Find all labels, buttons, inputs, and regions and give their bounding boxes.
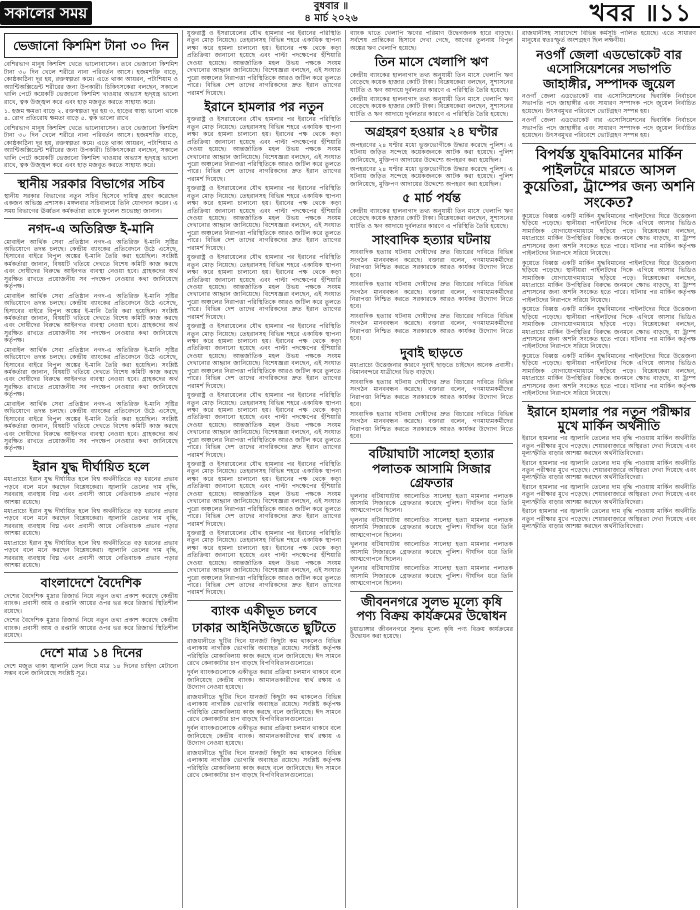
headline: জীবননগরে সুলভ মূল্যে কৃষি পণ্য বিক্রয় কার্যক্রমের উদ্বোধন xyxy=(356,593,507,624)
section-title: খবর ॥১১ xyxy=(589,0,692,27)
article-body: সাংবাদিক হত্যার ঘটনায় দোষীদের দ্রুত বিচারের দাবিতে বিভিন্ন সংগঠন মানববন্ধন করেছে। বক্তারা বলেন, গণমাধ্যমকর্মীদের নিরাপত্তা নিশ্চিত করতে সরকারকে আরও কার্যকর উদ্যোগ নিতে হবে। xyxy=(350,249,513,279)
article-body: স্থানীয় সরকার বিভাগের নতুন সচিব হিসেবে দায়িত্ব গ্রহণ করেছেন একজন অভিজ্ঞ প্রশাসক। মঙ্গলবার সচিবালয়ে তিনি যোগদান করেন। এ সময় বিভাগের ঊর্ধ্বতন কর্মকর্তারা তাকে ফুলেল শুভেচ্ছা জানান। xyxy=(4,192,178,215)
article-body: কেন্দ্রীয় ব্যাংকের হালনাগাদ তথ্য অনুযায়ী তিন মাসে খেলাপি ঋণ বেড়েছে কয়েক হাজার কোটি টাকা। বিশ্লেষকেরা বলছেন, সুশাসনের ঘাটতি ও ঋণ আদায়ে দুর্বলতার কারণে এ পরিস্থিতি তৈরি হয়েছে। xyxy=(350,96,513,118)
article-body: বেশিরভাগ মানুষ কিশমিশ খেতে ভালোবাসেন। তবে ভেজানো কিশমিশ টানা ৩০ দিন খেলে শরীরে নানা পরিবর্তন আসে। হজমশক্তি বাড়ে, কোষ্ঠকাঠিন্য দূর হয়, রক্তস্বল্পতা কমে। এতে থাকা আয়রন, পটাশিয়াম ও অ্যান্টিঅক্সিডেন্ট শরীরের জন্য উপকারী। চিকিৎসকেরা বলছেন, সকালে খালি পেটে কয়েকটি ভেজানো কিশমিশ খাওয়ার অভ্যাস হৃদ্‌যন্ত্র ভালো রাখে, ত্বক উজ্জ্বল করে এবং হাড় মজবুত করতে সাহায্য করে। xyxy=(4,124,178,170)
headline: নওগাঁ জেলা এডভোকেট বার এসোসিয়েশনের সভাপতি জাহাঙ্গীর, সম্পাদক জুয়েল xyxy=(536,46,682,91)
article-body: খুলনার বটিয়াঘাটায় আলোচিত সালেহা হত্যা মামলার পলাতক আসামি সিজারকে গ্রেফতার করেছে পুলিশ। দীর্ঘদিন ধরে তিনি আত্মগোপনে ছিলেন। xyxy=(350,565,513,588)
article-body: চুয়াডাঙ্গার জীবননগরে সুলভ মূল্যে কৃষি পণ্য বিক্রয় কার্যক্রমের উদ্বোধন করা হয়েছে। xyxy=(350,625,513,640)
masthead-logo: সকালের সময় xyxy=(0,1,92,25)
article-body: মধ্যপ্রাচ্যে উত্তেজনার কারণে দুবাই ছাড়তে চাইছেন অনেক প্রবাসী। বিমানবন্দরে যাত্রীদের ভিড় বাড়ছে। xyxy=(350,362,513,377)
headline: ইরানে হামলার পর নতুন পরীক্ষার মুখে মার্কিন অর্থনীতি xyxy=(527,403,691,433)
article-body: রাজধানীতে ছুটির দিনে যানজট কিছুটা কম থাকলেও বিভিন্ন এলাকায় নাগরিক ভোগান্তি অব্যাহত রয়েছে। সংশ্লিষ্ট কর্তৃপক্ষ পরিস্থিতি মোকাবিলায় কাজ করছে বলে জানিয়েছে। ঈদ সামনে রেখে কেনাকাটার চাপ বাড়ছে বিপণিবিতানগুলোতে। xyxy=(187,749,341,780)
headline: দেশে মাত্র ১৪ দিনের xyxy=(39,645,143,661)
headline: ইরান যুদ্ধ দীর্ঘায়িত হলে xyxy=(32,458,150,474)
column-1 xyxy=(4,30,178,908)
article-body: ইরানে হামলার পর জ্বালানি তেলের দাম বৃদ্ধি পাওয়ায় মার্কিন অর্থনীতি নতুন পরীক্ষার মুখে পড়েছে। শেয়ারবাজারে অস্থিরতা দেখা দিয়েছে এবং মূল্যস্ফীতি বাড়ার আশঙ্কা করছেন অর্থনীতিবিদেরা। xyxy=(522,435,696,458)
article-body: রাজধানীসহ সারাদেশে বিভিন্ন কর্মসূচি পালিত হয়েছে। এতে সাধারণ মানুষের স্বতঃস্ফূর্ত অংশগ্রহণ ছিল লক্ষণীয়। xyxy=(522,30,696,45)
article-body: অপহরণের ২৪ ঘণ্টার মধ্যে ভুক্তভোগীকে উদ্ধার করেছে পুলিশ। এ ঘটনায় জড়িত সন্দেহে কয়েকজনকে আটক করা হয়েছে। পুলিশ জানিয়েছে, মুক্তিপণ আদায়ের উদ্দেশ্যে অপহরণ করা হয়েছিল। xyxy=(350,141,513,164)
headline: বিপর্যস্ত যুদ্ধবিমানের মার্কিন পাইলটরে মারতে আসল কুয়েতিরা, ট্রাম্পের জন্য অশনি সংকেত? xyxy=(523,146,695,211)
headline: ৫ মার্চ পর্যন্ত xyxy=(402,190,461,206)
article-body: ব্যাংক খাতে খেলাপি ঋণের পরিমাণ উদ্বেগজনক হারে বাড়ছে। সর্বশেষ প্রান্তিকের হিসাবে দেখা গেছে, আগের তুলনায় বিপুল অঙ্কের ঋণ খেলাপি হয়েছে। xyxy=(350,30,513,52)
article-body: কুয়েতে বিধ্বস্ত একটি মার্কিন যুদ্ধবিমানের পাইলটদের ঘিরে উত্তেজনা ছড়িয়ে পড়েছে। স্থানীয়রা পাইলটদের দিকে এগিয়ে আসার ভিডিও সামাজিক যোগাযোগমাধ্যমে ছড়িয়ে পড়ে। বিশ্লেষকেরা বলছেন, মধ্যপ্রাচ্যে মার্কিন উপস্থিতির বিরুদ্ধে জনমনে ক্ষোভ বাড়ছে, যা ট্রাম্প প্রশাসনের জন্য অশনি সংকেত হতে পারে। ঘটনার পর মার্কিন কর্তৃপক্ষ পাইলটদের নিরাপদে সরিয়ে নিয়েছে। xyxy=(522,259,696,304)
column-divider xyxy=(182,30,183,908)
headline: দুবাই ছাড়তে xyxy=(400,344,463,360)
article-body: কুয়েতে বিধ্বস্ত একটি মার্কিন যুদ্ধবিমানের পাইলটদের ঘিরে উত্তেজনা ছড়িয়ে পড়েছে। স্থানীয়রা পাইলটদের দিকে এগিয়ে আসার ভিডিও সামাজিক যোগাযোগমাধ্যমে ছড়িয়ে পড়ে। বিশ্লেষকেরা বলছেন, মধ্যপ্রাচ্যে মার্কিন উপস্থিতির বিরুদ্ধে জনমনে ক্ষোভ বাড়ছে, যা ট্রাম্প প্রশাসনের জন্য অশনি সংকেত হতে পারে। ঘটনার পর মার্কিন কর্তৃপক্ষ পাইলটদের নিরাপদে সরিয়ে নিয়েছে। xyxy=(522,306,696,351)
column-3 xyxy=(350,30,513,908)
page-header xyxy=(0,0,700,28)
dateline-date: ৪ মার্চ ২০২৬ xyxy=(304,13,358,24)
article-body: যুক্তরাষ্ট্র ও ইসরায়েলের যৌথ হামলার পর ইরানের পরিস্থিতি নতুন মোড় নিয়েছে। তেহরানসহ বিভিন্ন শহরে একাধিক স্থাপনা লক্ষ্য করে হামলা চালানো হয়। ইরানের পক্ষ থেকে কড়া প্রতিক্রিয়া জানানো হয়েছে এবং পাল্টা পদক্ষেপের হুঁশিয়ারি দেওয়া হয়েছে। আন্তর্জাতিক মহল উভয় পক্ষকে সংযম দেখানোর আহ্বান জানিয়েছে। বিশেষজ্ঞরা বলছেন, এই সংঘাত পুরো অঞ্চলের নিরাপত্তা পরিস্থিতিকে আরও জটিল করে তুলতে পারে। বিভিন্ন দেশ তাদের নাগরিকদের দ্রুত ইরান ত্যাগের পরামর্শ দিয়েছে। xyxy=(187,116,341,183)
column-divider xyxy=(517,30,518,908)
dateline-day: বুধবার ॥ xyxy=(313,1,349,12)
headline: তিন মাসে খেলাপি ঋণ xyxy=(374,54,489,70)
column-2 xyxy=(187,30,341,908)
article-body: যুক্তরাষ্ট্র ও ইসরায়েলের যৌথ হামলার পর ইরানের পরিস্থিতি নতুন মোড় নিয়েছে। তেহরানসহ বিভিন্ন শহরে একাধিক স্থাপনা লক্ষ্য করে হামলা চালানো হয়। ইরানের পক্ষ থেকে কড়া প্রতিক্রিয়া জানানো হয়েছে এবং পাল্টা পদক্ষেপের হুঁশিয়ারি দেওয়া হয়েছে। আন্তর্জাতিক মহল উভয় পক্ষকে সংযম দেখানোর আহ্বান জানিয়েছে। বিশেষজ্ঞরা বলছেন, এই সংঘাত পুরো অঞ্চলের নিরাপত্তা পরিস্থিতিকে আরও জটিল করে তুলতে পারে। বিভিন্ন দেশ তাদের নাগরিকদের দ্রুত ইরান ত্যাগের পরামর্শ দিয়েছে। xyxy=(187,185,341,252)
article-body: মোবাইল আর্থিক সেবা প্রতিষ্ঠান নগদ-এ অতিরিক্ত ই-মানি সৃষ্টির অভিযোগে তদন্ত চলছে। কেন্দ্রীয় ব্যাংকের প্রতিবেদনে উঠে এসেছে, হিসাবের বাইরে বিপুল অঙ্কের ই-মানি তৈরি করা হয়েছিল। সংশ্লিষ্ট কর্মকর্তারা জানান, বিষয়টি খতিয়ে দেখতে বিশেষ কমিটি কাজ করছে এবং দোষীদের বিরুদ্ধে আইনগত ব্যবস্থা নেওয়া হবে। গ্রাহকদের অর্থ সুরক্ষিত রাখতে প্রয়োজনীয় সব পদক্ষেপ নেওয়ার কথা জানিয়েছে কর্তৃপক্ষ। xyxy=(4,400,178,453)
article-body: দেশের বৈদেশিক মুদ্রার রিজার্ভ নিয়ে নতুন তথ্য প্রকাশ করেছে কেন্দ্রীয় ব্যাংক। প্রবাসী আয় ও রপ্তানি আয়ের ওপর ভর করে রিজার্ভ স্থিতিশীল রয়েছে। xyxy=(4,617,178,639)
article-body: খুলনার বটিয়াঘাটায় আলোচিত সালেহা হত্যা মামলার পলাতক আসামি সিজারকে গ্রেফতার করেছে পুলিশ। দীর্ঘদিন ধরে তিনি আত্মগোপনে ছিলেন। xyxy=(350,516,513,539)
article-body: নওগাঁ জেলা এডভোকেট বার এসোসিয়েশনের দ্বিবার্ষিক নির্বাচনে সভাপতি পদে জাহাঙ্গীর এবং সাধারণ সম্পাদক পদে জুয়েল নির্বাচিত হয়েছেন। উৎসবমুখর পরিবেশে ভোটগ্রহণ সম্পন্ন হয়। xyxy=(522,93,696,115)
headline: ব্যাংক একীভূত চলবে xyxy=(211,602,317,618)
article-body: যুক্তরাষ্ট্র ও ইসরায়েলের যৌথ হামলার পর ইরানের পরিস্থিতি নতুন মোড় নিয়েছে। তেহরানসহ বিভিন্ন শহরে একাধিক স্থাপনা লক্ষ্য করে হামলা চালানো হয়। ইরানের পক্ষ থেকে কড়া প্রতিক্রিয়া জানানো হয়েছে এবং পাল্টা পদক্ষেপের হুঁশিয়ারি দেওয়া হয়েছে। আন্তর্জাতিক মহল উভয় পক্ষকে সংযম দেখানোর আহ্বান জানিয়েছে। বিশেষজ্ঞরা বলছেন, এই সংঘাত পুরো অঞ্চলের নিরাপত্তা পরিস্থিতিকে আরও জটিল করে তুলতে পারে। বিভিন্ন দেশ তাদের নাগরিকদের দ্রুত ইরান ত্যাগের পরামর্শ দিয়েছে। xyxy=(187,461,341,528)
article-body: যুক্তরাষ্ট্র ও ইসরায়েলের যৌথ হামলার পর ইরানের পরিস্থিতি নতুন মোড় নিয়েছে। তেহরানসহ বিভিন্ন শহরে একাধিক স্থাপনা লক্ষ্য করে হামলা চালানো হয়। ইরানের পক্ষ থেকে কড়া প্রতিক্রিয়া জানানো হয়েছে এবং পাল্টা পদক্ষেপের হুঁশিয়ারি দেওয়া হয়েছে। আন্তর্জাতিক মহল উভয় পক্ষকে সংযম দেখানোর আহ্বান জানিয়েছে। বিশেষজ্ঞরা বলছেন, এই সংঘাত পুরো অঞ্চলের নিরাপত্তা পরিস্থিতিকে আরও জটিল করে তুলতে পারে। বিভিন্ন দেশ তাদের নাগরিকদের দ্রুত ইরান ত্যাগের পরামর্শ দিয়েছে। xyxy=(187,30,341,97)
article-body: মোবাইল আর্থিক সেবা প্রতিষ্ঠান নগদ-এ অতিরিক্ত ই-মানি সৃষ্টির অভিযোগে তদন্ত চলছে। কেন্দ্রীয় ব্যাংকের প্রতিবেদনে উঠে এসেছে, হিসাবের বাইরে বিপুল অঙ্কের ই-মানি তৈরি করা হয়েছিল। সংশ্লিষ্ট কর্মকর্তারা জানান, বিষয়টি খতিয়ে দেখতে বিশেষ কমিটি কাজ করছে এবং দোষীদের বিরুদ্ধে আইনগত ব্যবস্থা নেওয়া হবে। গ্রাহকদের অর্থ সুরক্ষিত রাখতে প্রয়োজনীয় সব পদক্ষেপ নেওয়ার কথা জানিয়েছে কর্তৃপক্ষ। xyxy=(4,238,178,291)
article-body: রাজধানীতে ছুটির দিনে যানজট কিছুটা কম থাকলেও বিভিন্ন এলাকায় নাগরিক ভোগান্তি অব্যাহত রয়েছে। সংশ্লিষ্ট কর্তৃপক্ষ পরিস্থিতি মোকাবিলায় কাজ করছে বলে জানিয়েছে। ঈদ সামনে রেখে কেনাকাটার চাপ বাড়ছে বিপণিবিতানগুলোতে। xyxy=(187,637,341,667)
headline: ঢাকার আইনিউজেতে ছুটিতে xyxy=(192,620,336,636)
article-body: সাংবাদিক হত্যার ঘটনায় দোষীদের দ্রুত বিচারের দাবিতে বিভিন্ন সংগঠন মানববন্ধন করেছে। বক্তারা বলেন, গণমাধ্যমকর্মীদের নিরাপত্তা নিশ্চিত করতে সরকারকে আরও কার্যকর উদ্যোগ নিতে হবে। xyxy=(350,378,513,409)
article-body: মধ্যপ্রাচ্যে ইরান যুদ্ধ দীর্ঘায়িত হলে বিশ্ব অর্থনীতিতে বড় ধরনের প্রভাব পড়বে বলে মনে করছেন বিশ্লেষকেরা। জ্বালানি তেলের দাম বৃদ্ধি, সরবরাহ ব্যবস্থায় বিঘ্ন এবং প্রবাসী আয়ে নেতিবাচক প্রভাব পড়ার আশঙ্কা রয়েছে। xyxy=(4,507,178,538)
article-body: যুক্তরাষ্ট্র ও ইসরায়েলের যৌথ হামলার পর ইরানের পরিস্থিতি নতুন মোড় নিয়েছে। তেহরানসহ বিভিন্ন শহরে একাধিক স্থাপনা লক্ষ্য করে হামলা চালানো হয়। ইরানের পক্ষ থেকে কড়া প্রতিক্রিয়া জানানো হয়েছে এবং পাল্টা পদক্ষেপের হুঁশিয়ারি দেওয়া হয়েছে। আন্তর্জাতিক মহল উভয় পক্ষকে সংযম দেখানোর আহ্বান জানিয়েছে। বিশেষজ্ঞরা বলছেন, এই সংঘাত পুরো অঞ্চলের নিরাপত্তা পরিস্থিতিকে আরও জটিল করে তুলতে পারে। বিভিন্ন দেশ তাদের নাগরিকদের দ্রুত ইরান ত্যাগের পরামর্শ দিয়েছে। xyxy=(187,254,341,321)
headline: ভেজানো কিশমিশ টানা ৩০ দিন xyxy=(13,38,169,53)
article-body: মোবাইল আর্থিক সেবা প্রতিষ্ঠান নগদ-এ অতিরিক্ত ই-মানি সৃষ্টির অভিযোগে তদন্ত চলছে। কেন্দ্রীয় ব্যাংকের প্রতিবেদনে উঠে এসেছে, হিসাবের বাইরে বিপুল অঙ্কের ই-মানি তৈরি করা হয়েছিল। সংশ্লিষ্ট কর্মকর্তারা জানান, বিষয়টি খতিয়ে দেখতে বিশেষ কমিটি কাজ করছে এবং দোষীদের বিরুদ্ধে আইনগত ব্যবস্থা নেওয়া হবে। গ্রাহকদের অর্থ সুরক্ষিত রাখতে প্রয়োজনীয় সব পদক্ষেপ নেওয়ার কথা জানিয়েছে কর্তৃপক্ষ। xyxy=(4,346,178,399)
article-body: যুক্তরাষ্ট্র ও ইসরায়েলের যৌথ হামলার পর ইরানের পরিস্থিতি নতুন মোড় নিয়েছে। তেহরানসহ বিভিন্ন শহরে একাধিক স্থাপনা লক্ষ্য করে হামলা চালানো হয়। ইরানের পক্ষ থেকে কড়া প্রতিক্রিয়া জানানো হয়েছে এবং পাল্টা পদক্ষেপের হুঁশিয়ারি দেওয়া হয়েছে। আন্তর্জাতিক মহল উভয় পক্ষকে সংযম দেখানোর আহ্বান জানিয়েছে। বিশেষজ্ঞরা বলছেন, এই সংঘাত পুরো অঞ্চলের নিরাপত্তা পরিস্থিতিকে আরও জটিল করে তুলতে পারে। বিভিন্ন দেশ তাদের নাগরিকদের দ্রুত ইরান ত্যাগের পরামর্শ দিয়েছে। xyxy=(187,392,341,459)
article-body: মোবাইল আর্থিক সেবা প্রতিষ্ঠান নগদ-এ অতিরিক্ত ই-মানি সৃষ্টির অভিযোগে তদন্ত চলছে। কেন্দ্রীয় ব্যাংকের প্রতিবেদনে উঠে এসেছে, হিসাবের বাইরে বিপুল অঙ্কের ই-মানি তৈরি করা হয়েছিল। সংশ্লিষ্ট কর্মকর্তারা জানান, বিষয়টি খতিয়ে দেখতে বিশেষ কমিটি কাজ করছে এবং দোষীদের বিরুদ্ধে আইনগত ব্যবস্থা নেওয়া হবে। গ্রাহকদের অর্থ সুরক্ষিত রাখতে প্রয়োজনীয় সব পদক্ষেপ নেওয়ার কথা জানিয়েছে কর্তৃপক্ষ। xyxy=(4,292,178,345)
article-body: সাংবাদিক হত্যার ঘটনায় দোষীদের দ্রুত বিচারের দাবিতে বিভিন্ন সংগঠন মানববন্ধন করেছে। বক্তারা বলেন, গণমাধ্যমকর্মীদের নিরাপত্তা নিশ্চিত করতে সরকারকে আরও কার্যকর উদ্যোগ নিতে হবে। xyxy=(350,410,513,440)
article-body: দুর্বল ব্যাংকগুলোকে একীভূত করার প্রক্রিয়া চলমান থাকবে বলে জানিয়েছে কেন্দ্রীয় ব্যাংক। আমানতকারীদের স্বার্থ রক্ষায় এ উদ্যোগ নেওয়া হয়েছে। xyxy=(187,669,341,692)
article-body: মধ্যপ্রাচ্যে ইরান যুদ্ধ দীর্ঘায়িত হলে বিশ্ব অর্থনীতিতে বড় ধরনের প্রভাব পড়বে বলে মনে করছেন বিশ্লেষকেরা। জ্বালানি তেলের দাম বৃদ্ধি, সরবরাহ ব্যবস্থায় বিঘ্ন এবং প্রবাসী আয়ে নেতিবাচক প্রভাব পড়ার আশঙ্কা রয়েছে। xyxy=(4,476,178,506)
article-body: মধ্যপ্রাচ্যে ইরান যুদ্ধ দীর্ঘায়িত হলে বিশ্ব অর্থনীতিতে বড় ধরনের প্রভাব পড়বে বলে মনে করছেন বিশ্লেষকেরা। জ্বালানি তেলের দাম বৃদ্ধি, সরবরাহ ব্যবস্থায় বিঘ্ন এবং প্রবাসী আয়ে নেতিবাচক প্রভাব পড়ার আশঙ্কা রয়েছে। xyxy=(4,539,178,569)
article-body: বেশিরভাগ মানুষ কিশমিশ খেতে ভালোবাসেন। তবে ভেজানো কিশমিশ টানা ৩০ দিন খেলে শরীরে নানা পরিবর্তন আসে। হজমশক্তি বাড়ে, কোষ্ঠকাঠিন্য দূর হয়, রক্তস্বল্পতা কমে। এতে থাকা আয়রন, পটাশিয়াম ও অ্যান্টিঅক্সিডেন্ট শরীরের জন্য উপকারী। চিকিৎসকেরা বলছেন, সকালে খালি পেটে কয়েকটি ভেজানো কিশমিশ খাওয়ার অভ্যাস হৃদ্‌যন্ত্র ভালো রাখে, ত্বক উজ্জ্বল করে এবং হাড় মজবুত করতে সাহায্য করে। xyxy=(4,61,178,106)
article-body: যুক্তরাষ্ট্র ও ইসরায়েলের যৌথ হামলার পর ইরানের পরিস্থিতি নতুন মোড় নিয়েছে। তেহরানসহ বিভিন্ন শহরে একাধিক স্থাপনা লক্ষ্য করে হামলা চালানো হয়। ইরানের পক্ষ থেকে কড়া প্রতিক্রিয়া জানানো হয়েছে এবং পাল্টা পদক্ষেপের হুঁশিয়ারি দেওয়া হয়েছে। আন্তর্জাতিক মহল উভয় পক্ষকে সংযম দেখানোর আহ্বান জানিয়েছে। বিশেষজ্ঞরা বলছেন, এই সংঘাত পুরো অঞ্চলের নিরাপত্তা পরিস্থিতিকে আরও জটিল করে তুলতে পারে। বিভিন্ন দেশ তাদের নাগরিকদের দ্রুত ইরান ত্যাগের পরামর্শ দিয়েছে। xyxy=(187,529,341,597)
headline: নগদ-এ অতিরিক্ত ই-মানি xyxy=(28,221,154,237)
article-body: কেন্দ্রীয় ব্যাংকের হালনাগাদ তথ্য অনুযায়ী তিন মাসে খেলাপি ঋণ বেড়েছে কয়েক হাজার কোটি টাকা। বিশ্লেষকেরা বলছেন, সুশাসনের ঘাটতি ও ঋণ আদায়ে দুর্বলতার কারণে এ পরিস্থিতি তৈরি হয়েছে। xyxy=(350,71,513,94)
article-body: নওগাঁ জেলা এডভোকেট বার এসোসিয়েশনের দ্বিবার্ষিক নির্বাচনে সভাপতি পদে জাহাঙ্গীর এবং সাধারণ সম্পাদক পদে জুয়েল নির্বাচিত হয়েছেন। উৎসবমুখর পরিবেশে ভোটগ্রহণ সম্পন্ন হয়। xyxy=(522,117,696,140)
headline: ইরানে হামলার পর নতুন xyxy=(204,98,324,114)
article-body: দেশের বৈদেশিক মুদ্রার রিজার্ভ নিয়ে নতুন তথ্য প্রকাশ করেছে কেন্দ্রীয় ব্যাংক। প্রবাসী আয় ও রপ্তানি আয়ের ওপর ভর করে রিজার্ভ স্থিতিশীল রয়েছে। xyxy=(4,592,178,615)
column-4 xyxy=(522,30,696,908)
article-body: কেন্দ্রীয় ব্যাংকের হালনাগাদ তথ্য অনুযায়ী তিন মাসে খেলাপি ঋণ বেড়েছে কয়েক হাজার কোটি টাকা। বিশ্লেষকেরা বলছেন, সুশাসনের ঘাটতি ও ঋণ আদায়ে দুর্বলতার কারণে এ পরিস্থিতি তৈরি হয়েছে। xyxy=(350,207,513,230)
article-raisins xyxy=(4,33,178,58)
headline: সাংবাদিক হত্যার ঘটনায় xyxy=(372,232,491,247)
article-body: দুর্বল ব্যাংকগুলোকে একীভূত করার প্রক্রিয়া চলমান থাকবে বলে জানিয়েছে কেন্দ্রীয় ব্যাংক। আমানতকারীদের স্বার্থ রক্ষায় এ উদ্যোগ নেওয়া হয়েছে। xyxy=(187,725,341,748)
article-body: যুক্তরাষ্ট্র ও ইসরায়েলের যৌথ হামলার পর ইরানের পরিস্থিতি নতুন মোড় নিয়েছে। তেহরানসহ বিভিন্ন শহরে একাধিক স্থাপনা লক্ষ্য করে হামলা চালানো হয়। ইরানের পক্ষ থেকে কড়া প্রতিক্রিয়া জানানো হয়েছে এবং পাল্টা পদক্ষেপের হুঁশিয়ারি দেওয়া হয়েছে। আন্তর্জাতিক মহল উভয় পক্ষকে সংযম দেখানোর আহ্বান জানিয়েছে। বিশেষজ্ঞরা বলছেন, এই সংঘাত পুরো অঞ্চলের নিরাপত্তা পরিস্থিতিকে আরও জটিল করে তুলতে পারে। বিভিন্ন দেশ তাদের নাগরিকদের দ্রুত ইরান ত্যাগের পরামর্শ দিয়েছে। xyxy=(187,323,341,390)
headline: অগ্রহরণ হওয়ার ২৪ ঘণ্টার xyxy=(365,124,498,140)
article-body: ইরানে হামলার পর জ্বালানি তেলের দাম বৃদ্ধি পাওয়ায় মার্কিন অর্থনীতি নতুন পরীক্ষার মুখে পড়েছে। শেয়ারবাজারে অস্থিরতা দেখা দিয়েছে এবং মূল্যস্ফীতি বাড়ার আশঙ্কা করছেন অর্থনীতিবিদেরা। xyxy=(522,508,696,531)
article-body: খুলনার বটিয়াঘাটায় আলোচিত সালেহা হত্যা মামলার পলাতক আসামি সিজারকে গ্রেফতার করেছে পুলিশ। দীর্ঘদিন ধরে তিনি আত্মগোপনে ছিলেন। xyxy=(350,492,513,515)
article-body: কুয়েতে বিধ্বস্ত একটি মার্কিন যুদ্ধবিমানের পাইলটদের ঘিরে উত্তেজনা ছড়িয়ে পড়েছে। স্থানীয়রা পাইলটদের দিকে এগিয়ে আসার ভিডিও সামাজিক যোগাযোগমাধ্যমে ছড়িয়ে পড়ে। বিশ্লেষকেরা বলছেন, মধ্যপ্রাচ্যে মার্কিন উপস্থিতির বিরুদ্ধে জনমনে ক্ষোভ বাড়ছে, যা ট্রাম্প প্রশাসনের জন্য অশনি সংকেত হতে পারে। ঘটনার পর মার্কিন কর্তৃপক্ষ পাইলটদের নিরাপদে সরিয়ে নিয়েছে। xyxy=(522,352,696,398)
headline: বটিয়াঘাটা সালেহা হত্যার পলাতক আসামি সিজার গ্রেফতার xyxy=(368,446,495,491)
headline: বাংলাদেশে বৈদেশিক xyxy=(40,575,142,591)
article-body: অপহরণের ২৪ ঘণ্টার মধ্যে ভুক্তভোগীকে উদ্ধার করেছে পুলিশ। এ ঘটনায় জড়িত সন্দেহে কয়েকজনকে আটক করা হয়েছে। পুলিশ জানিয়েছে, মুক্তিপণ আদায়ের উদ্দেশ্যে অপহরণ করা হয়েছিল। xyxy=(350,166,513,188)
article-list: ১. হজম ক্ষমতা বাড়ে ২. রক্তস্বল্পতা দূর হয় ৩. হাড়ের স্বাস্থ্য ভালো থাকে ৪. রোগ প্রতিরোধ ক্ষমতা বাড়ে ৫. ত্বক ভালো রাখে xyxy=(4,108,178,123)
article-body: ইরানে হামলার পর জ্বালানি তেলের দাম বৃদ্ধি পাওয়ায় মার্কিন অর্থনীতি নতুন পরীক্ষার মুখে পড়েছে। শেয়ারবাজারে অস্থিরতা দেখা দিয়েছে এবং মূল্যস্ফীতি বাড়ার আশঙ্কা করছেন অর্থনীতিবিদেরা। xyxy=(522,459,696,482)
column-divider xyxy=(345,30,346,908)
headline: স্থানীয় সরকার বিভাগের সচিব xyxy=(17,175,165,191)
article-body: কুয়েতে বিধ্বস্ত একটি মার্কিন যুদ্ধবিমানের পাইলটদের ঘিরে উত্তেজনা ছড়িয়ে পড়েছে। স্থানীয়রা পাইলটদের দিকে এগিয়ে আসার ভিডিও সামাজিক যোগাযোগমাধ্যমে ছড়িয়ে পড়ে। বিশ্লেষকেরা বলছেন, মধ্যপ্রাচ্যে মার্কিন উপস্থিতির বিরুদ্ধে জনমনে ক্ষোভ বাড়ছে, যা ট্রাম্প প্রশাসনের জন্য অশনি সংকেত হতে পারে। ঘটনার পর মার্কিন কর্তৃপক্ষ পাইলটদের নিরাপদে সরিয়ে নিয়েছে। xyxy=(522,213,696,258)
article-body: ইরানে হামলার পর জ্বালানি তেলের দাম বৃদ্ধি পাওয়ায় মার্কিন অর্থনীতি নতুন পরীক্ষার মুখে পড়েছে। শেয়ারবাজারে অস্থিরতা দেখা দিয়েছে এবং মূল্যস্ফীতি বাড়ার আশঙ্কা করছেন অর্থনীতিবিদেরা। xyxy=(522,483,696,506)
dateline xyxy=(276,1,386,25)
article-body: রাজধানীতে ছুটির দিনে যানজট কিছুটা কম থাকলেও বিভিন্ন এলাকায় নাগরিক ভোগান্তি অব্যাহত রয়েছে। সংশ্লিষ্ট কর্তৃপক্ষ পরিস্থিতি মোকাবিলায় কাজ করছে বলে জানিয়েছে। ঈদ সামনে রেখে কেনাকাটার চাপ বাড়ছে বিপণিবিতানগুলোতে। xyxy=(187,693,341,723)
article-body: দেশে মজুত থাকা জ্বালানি তেল দিয়ে মাত্র ১৪ দিনের চাহিদা মেটানো সম্ভব বলে জানিয়েছে সংশ্লিষ্ট সূত্র। xyxy=(4,662,178,678)
article-body: সাংবাদিক হত্যার ঘটনায় দোষীদের দ্রুত বিচারের দাবিতে বিভিন্ন সংগঠন মানববন্ধন করেছে। বক্তারা বলেন, গণমাধ্যমকর্মীদের নিরাপত্তা নিশ্চিত করতে সরকারকে আরও কার্যকর উদ্যোগ নিতে হবে। xyxy=(350,281,513,311)
article-body: সাংবাদিক হত্যার ঘটনায় দোষীদের দ্রুত বিচারের দাবিতে বিভিন্ন সংগঠন মানববন্ধন করেছে। বক্তারা বলেন, গণমাধ্যমকর্মীদের নিরাপত্তা নিশ্চিত করতে সরকারকে আরও কার্যকর উদ্যোগ নিতে হবে। xyxy=(350,312,513,343)
article-body: খুলনার বটিয়াঘাটায় আলোচিত সালেহা হত্যা মামলার পলাতক আসামি সিজারকে গ্রেফতার করেছে পুলিশ। দীর্ঘদিন ধরে তিনি আত্মগোপনে ছিলেন। xyxy=(350,541,513,563)
